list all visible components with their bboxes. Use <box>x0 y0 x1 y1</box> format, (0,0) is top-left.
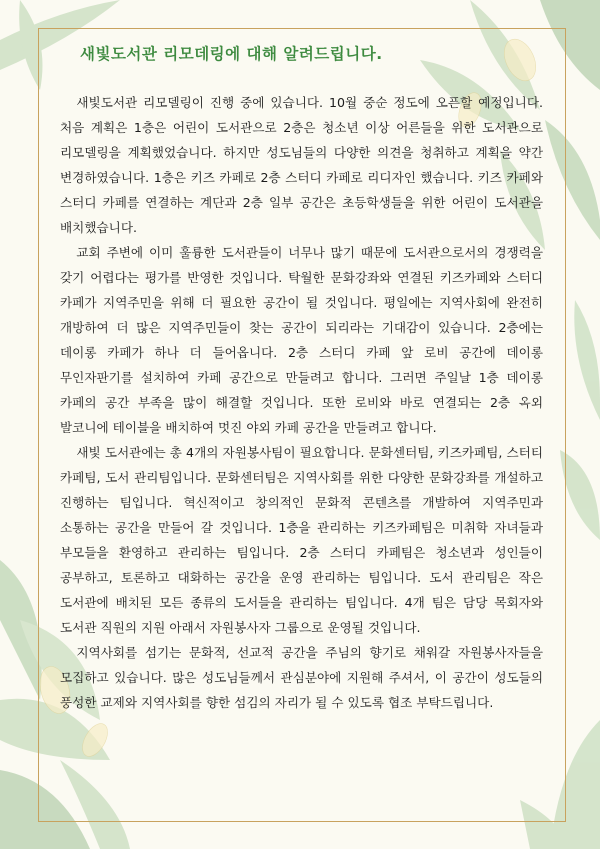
notice-title: 새빛도서관 리모데링에 대해 알려드립니다. <box>80 45 383 63</box>
paragraph: 지역사회를 섬기는 문화적, 선교적 공간을 주님의 향기로 채워갈 자원봉사자들을 모집하고 있습니다. 많은 성도님들께서 관심분야에 지원해 주셔서, 이 공간이 성도들의 풍성한 교제와 지역사회를 향한 섬김의 자리가 될 수 있도록 협조 부탁드립니다. <box>60 645 543 710</box>
paragraph: 새빛도서관 리모델링이 진행 중에 있습니다. 10월 중순 정도에 오픈할 예정입니다. 처음 계획은 1층은 어린이 도서관으로 2층은 청소년 이상 어른들을 위한 도서관으로 리모델링을 계획했었습니다. 하지만 성도님들의 다양한 의견을 청취하고 계획을 약간 변경하였습니다. 1층은 키즈 카페로 2층 스터디 카페로 리디자인 했습니다. 키즈 카페와 스터디 카페를 연결하는 계단과 2층 일부 공간은 초등학생들을 위한 어린이 도서관을 배치했습니다. <box>60 95 543 235</box>
notice-body <box>60 90 543 715</box>
paragraph: 새빛 도서관에는 총 4개의 자원봉사팀이 필요합니다. 문화센터팀, 키즈카페팀, 스터티 카페팀, 도서 관리팀입니다. 문화센터팀은 지역사회를 위한 다양한 문화강좌를 개설하고 진행하는 팀입니다. 혁신적이고 창의적인 문화적 콘텐츠를 개발하여 지역주민과 소통하는 공간을 만들어 갈 것입니다. 1층을 관리하는 키즈카페팀은 미취학 자녀들과 부모들을 환영하고 관리하는 팀입니다. 2층 스터디 카페팀은 청소년과 성인들이 공부하고, 토론하고 대화하는 공간을 운영 관리하는 팀입니다. 도서 관리팀은 작은 도서관에 배치된 모든 종류의 도서들을 관리하는 팀입니다. 4개 팀은 담당 목회자와 도서관 직원의 지원 아래서 자원봉사자 그룹으로 운영될 것입니다. <box>60 445 543 635</box>
paragraph: 교회 주변에 이미 훌륭한 도서관들이 너무나 많기 때문에 도서관으로서의 경쟁력을 갖기 어렵다는 평가를 반영한 것입니다. 탁월한 문화강좌와 연결된 키즈카페와 스터디 카페가 지역주민을 위해 더 필요한 공간이 될 것입니다. 평일에는 지역사회에 완전히 개방하여 더 많은 지역주민들이 찾는 공간이 되리라는 기대감이 있습니다. 2층에는 데이롱 카페가 하나 더 들어옵니다. 2층 스터디 카페 앞 로비 공간에 데이롱 무인자판기를 설치하여 카페 공간으로 만들려고 합니다. 그러면 주일날 1층 데이롱 카페의 공간 부족을 많이 해결할 것입니다. 또한 로비와 바로 연결되는 2층 옥외 발코니에 테이블을 배치하여 멋진 야외 카페 공간을 만들려고 합니다. <box>60 245 543 435</box>
leaf-right-1 <box>574 300 600 420</box>
leaf-right-2 <box>560 450 600 540</box>
